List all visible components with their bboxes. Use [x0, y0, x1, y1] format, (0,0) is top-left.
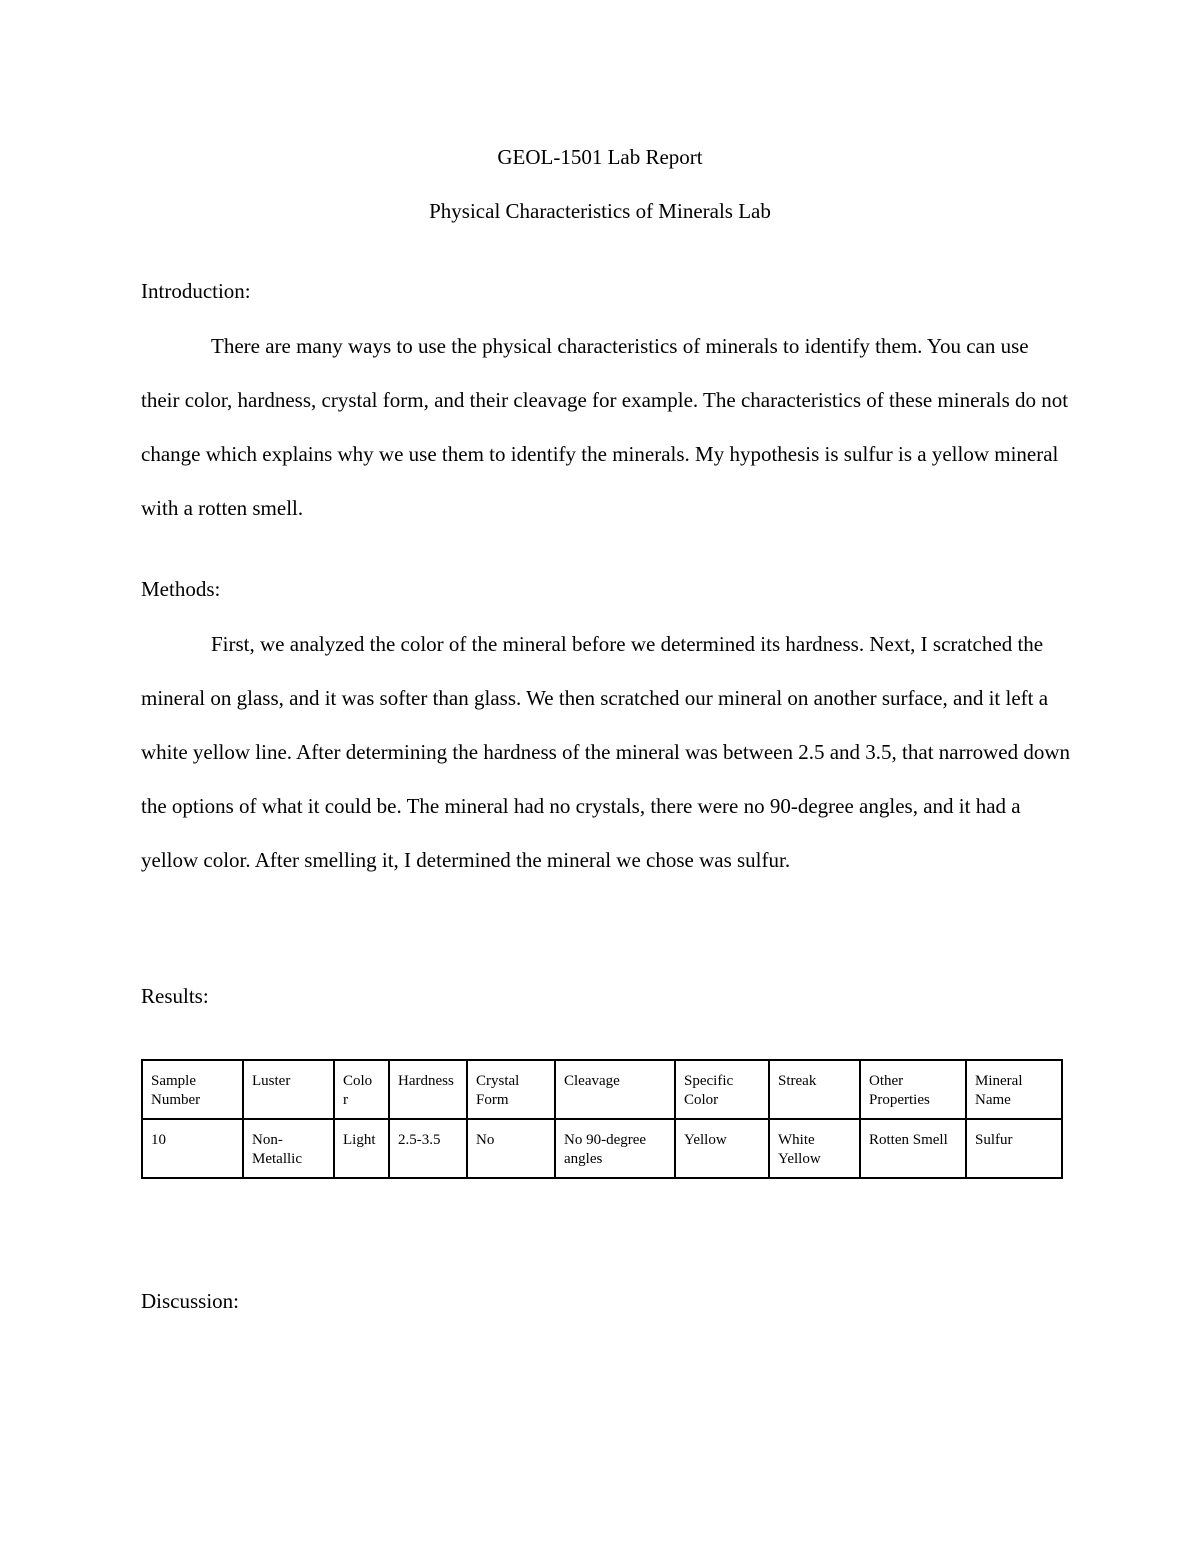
- table-cell: Sulfur: [966, 1119, 1062, 1178]
- table-header-cell: Luster: [243, 1060, 334, 1119]
- table-header-cell: Mineral Name: [966, 1060, 1062, 1119]
- table-cell: Rotten Smell: [860, 1119, 966, 1178]
- table-row: [142, 1119, 1062, 1178]
- table-header-cell: Specific Color: [675, 1060, 769, 1119]
- table-cell: No 90-degree angles: [555, 1119, 675, 1178]
- results-table: [141, 1059, 1063, 1179]
- document-subtitle: Physical Characteristics of Minerals Lab: [429, 199, 771, 223]
- results-heading: Results:: [141, 984, 209, 1008]
- introduction-paragraph: There are many ways to use the physical characteristics of minerals to identify them. You can use their color, hardness, crystal form, and their cleavage for example. The characteristics of these minerals do not change which explains why we use them to identify the minerals. My hypothesis is sulfur is a yellow mineral with a rotten smell.: [141, 334, 1069, 520]
- document-title: GEOL-1501 Lab Report: [497, 145, 703, 169]
- table-header-cell: Hardness: [389, 1060, 467, 1119]
- table-cell: 2.5-3.5: [389, 1119, 467, 1178]
- table-header-row: [142, 1060, 1062, 1119]
- discussion-heading: Discussion:: [141, 1289, 240, 1313]
- table-cell: Light: [334, 1119, 389, 1178]
- table-header-cell: Sample Number: [142, 1060, 243, 1119]
- introduction-heading: Introduction:: [141, 279, 251, 303]
- table-cell: White Yellow: [769, 1119, 860, 1178]
- table-cell: Non-Metallic: [243, 1119, 334, 1178]
- methods-heading: Methods:: [141, 577, 221, 601]
- table-cell: 10: [142, 1119, 243, 1178]
- methods-paragraph: First, we analyzed the color of the mineral before we determined its hardness. Next, I scratched the mineral on glass, and it was softer than glass. We then scratched our mineral on another surface, and it left a white yellow line. After determining the hardness of the mineral was between 2.5 and 3.5, that narrowed down the options of what it could be. The mineral had no crystals, there were no 90-degree angles, and it had a yellow color. After smelling it, I determined the mineral we chose was sulfur.: [141, 632, 1070, 872]
- table-header-cell: Other Properties: [860, 1060, 966, 1119]
- table-cell: Yellow: [675, 1119, 769, 1178]
- table-cell: No: [467, 1119, 555, 1178]
- table-header-cell: Streak: [769, 1060, 860, 1119]
- table-header-cell: Crystal Form: [467, 1060, 555, 1119]
- table-header-cell: Cleavage: [555, 1060, 675, 1119]
- table-header-cell: Colo r: [334, 1060, 389, 1119]
